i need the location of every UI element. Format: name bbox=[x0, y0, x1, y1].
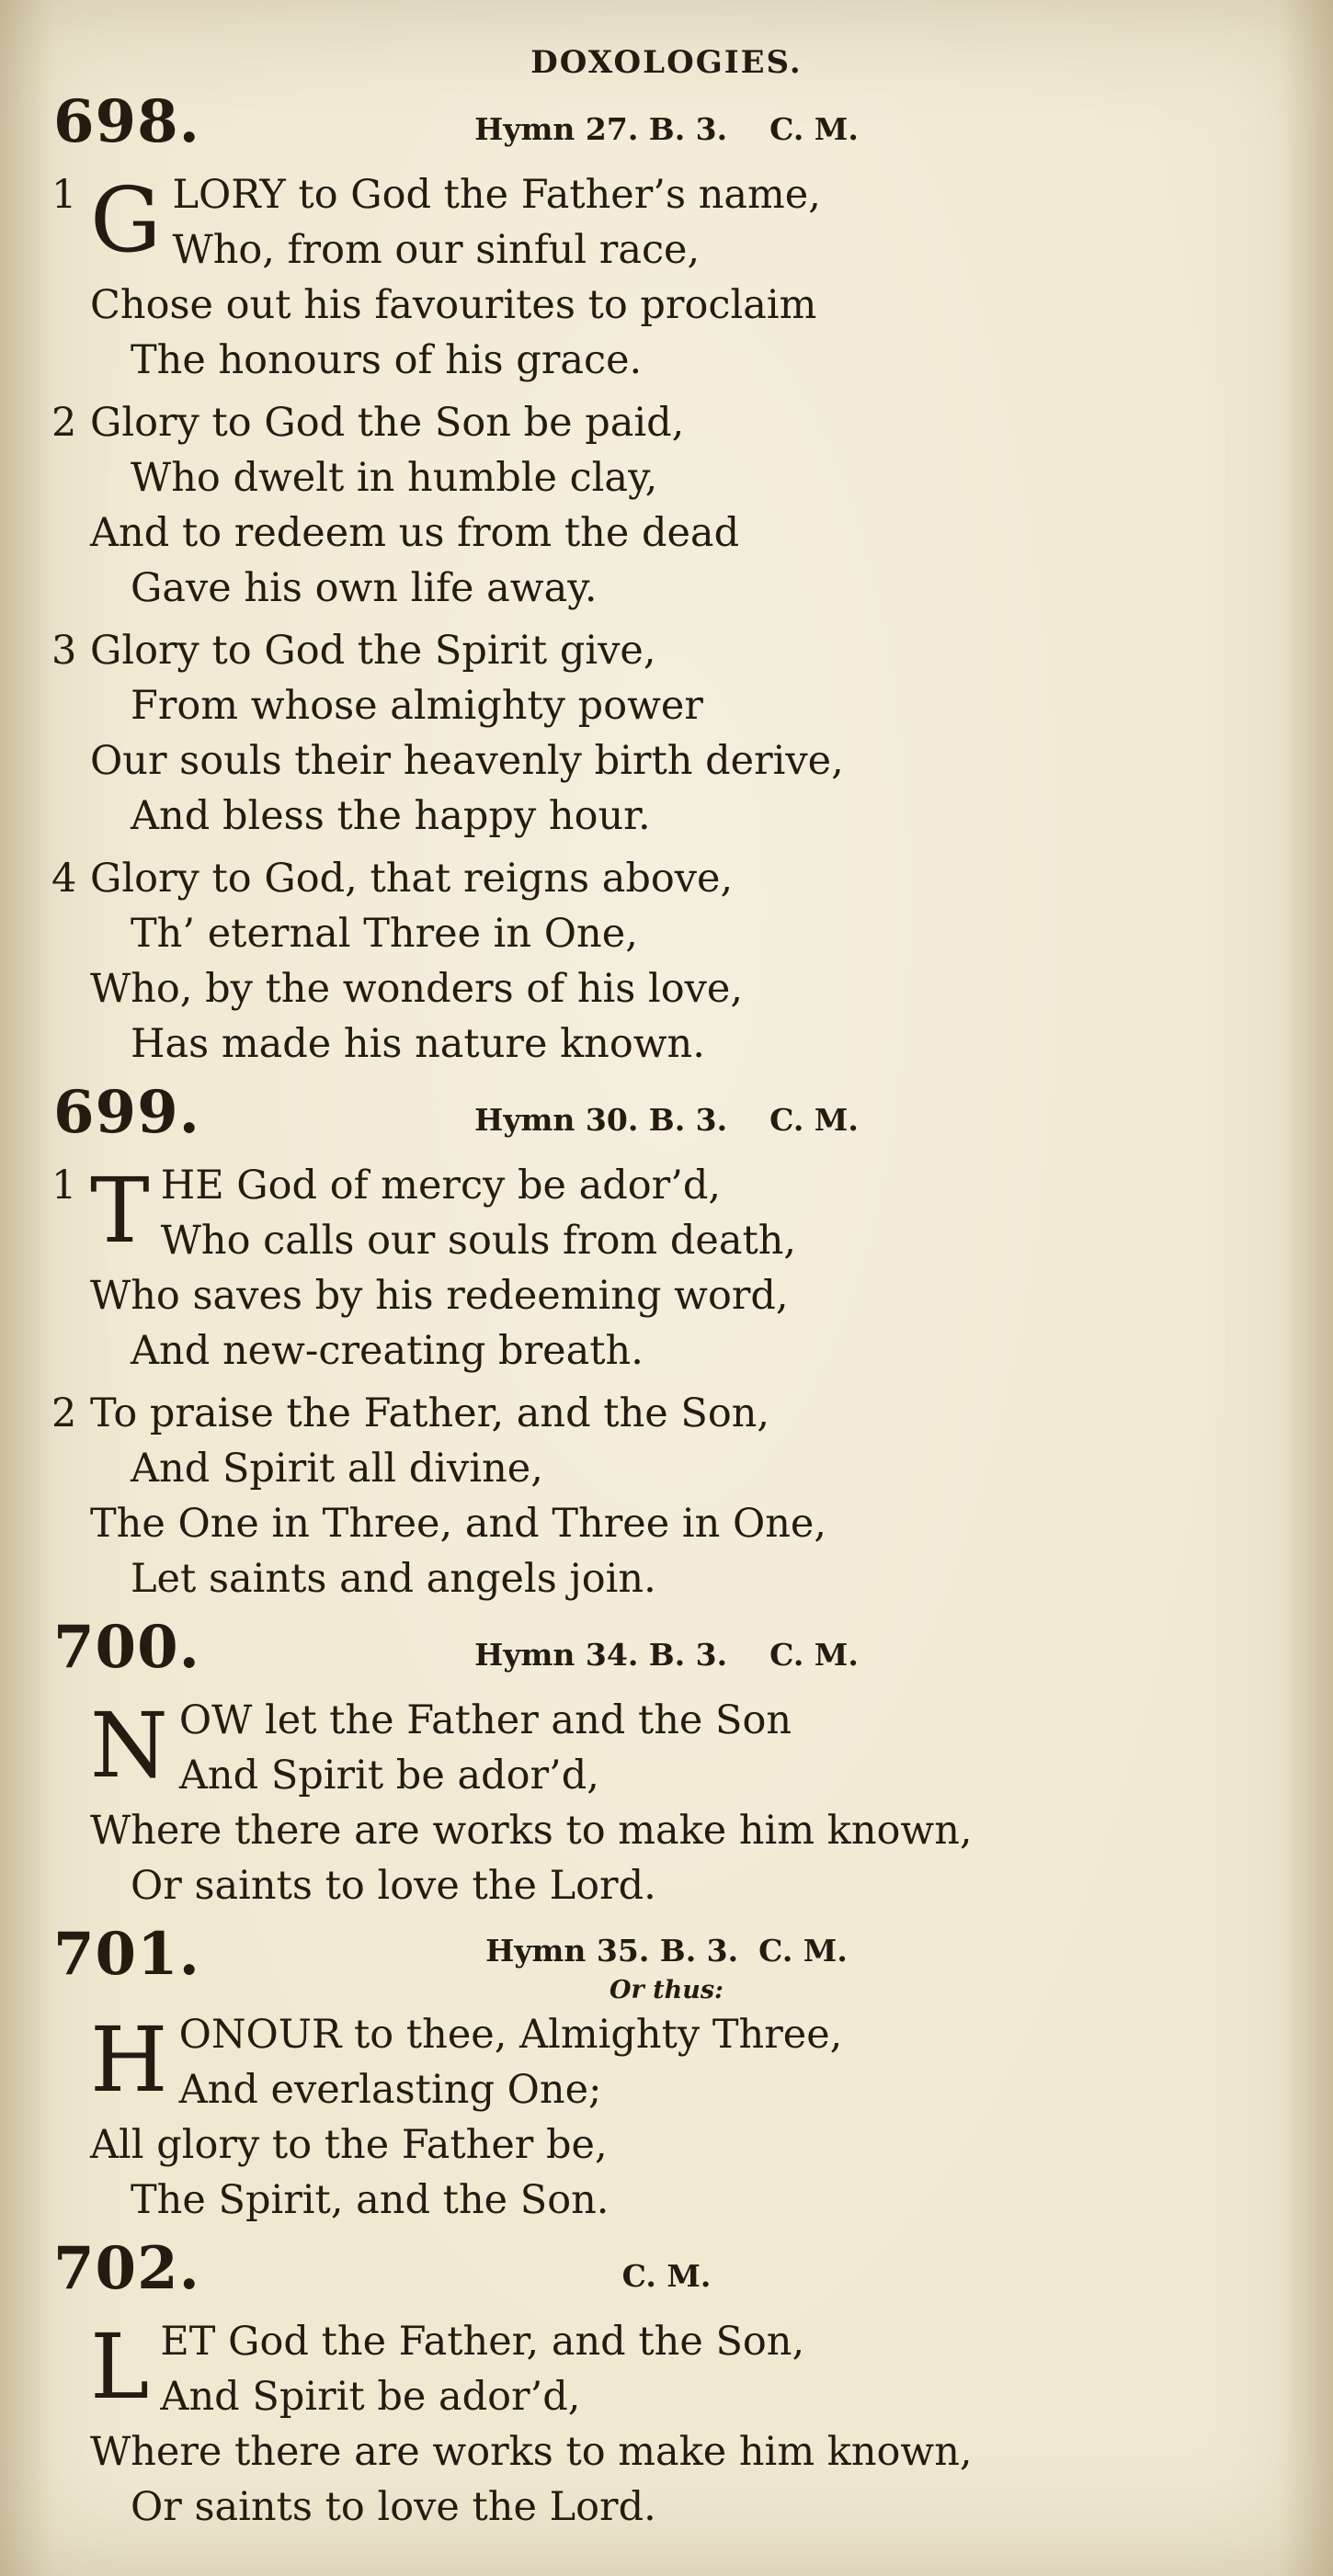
hymn-meta-row bbox=[474, 1614, 859, 1673]
stanza-list bbox=[0, 1158, 1333, 1606]
verse-line: ET God the Father, and the Son, bbox=[160, 2319, 805, 2365]
verse-line: Glory to God the Son be paid, bbox=[90, 400, 685, 446]
stanza bbox=[0, 1386, 1333, 1606]
stanza-list bbox=[0, 2314, 1333, 2535]
hymn-meter: C. M. bbox=[769, 1102, 859, 1138]
hymn-header bbox=[0, 2235, 1333, 2312]
verse-line: Chose out his favourites to proclaim bbox=[90, 282, 817, 328]
stanza-body bbox=[90, 1693, 1305, 1913]
verse-line: HE God of mercy be ador’d, bbox=[160, 1163, 722, 1209]
verse-line: LORY to God the Father’s name, bbox=[172, 172, 821, 218]
verse-line: To praise the Father, and the Son, bbox=[90, 1390, 770, 1436]
verse-number: 2 bbox=[51, 1390, 77, 1436]
verse-line: And Spirit all divine, bbox=[131, 1446, 543, 1492]
hymn-meter: C. M. bbox=[769, 111, 859, 147]
verse-line: All glory to the Father be, bbox=[90, 2122, 608, 2168]
verse-line: Who saves by his redeeming word, bbox=[90, 1273, 789, 1319]
verse-line: The Spirit, and the Son. bbox=[131, 2177, 610, 2223]
stanza-body bbox=[90, 167, 1305, 388]
hymn-header bbox=[0, 88, 1333, 165]
hymn-meter: C. M. bbox=[621, 2258, 712, 2294]
verse-line: The honours of his grace. bbox=[131, 337, 643, 383]
verse-line: And Spirit be ador’d, bbox=[178, 1753, 599, 1799]
verse-line: Or saints to love the Lord. bbox=[131, 2484, 656, 2530]
verse-line: Who, from our sinful race, bbox=[172, 227, 701, 273]
stanza-body bbox=[90, 1158, 1305, 1379]
hymn-block bbox=[0, 88, 1333, 1072]
verse-line: And new-creating breath. bbox=[131, 1328, 644, 1374]
verse-line: Where there are works to make him known, bbox=[90, 2429, 973, 2475]
hymn-number: 699. bbox=[53, 1078, 200, 1147]
stanza-list bbox=[0, 2007, 1333, 2228]
hymn-number: 702. bbox=[53, 2234, 200, 2303]
verse-line: Who, by the wonders of his love, bbox=[90, 966, 744, 1012]
hymn-meta: Hymn 35. B. 3. bbox=[485, 1933, 739, 1969]
stanza bbox=[0, 167, 1333, 388]
verse-number: 3 bbox=[51, 628, 77, 674]
verse-line: And everlasting One; bbox=[178, 2067, 602, 2113]
hymn-block bbox=[0, 1614, 1333, 1913]
verse-number: 1 bbox=[51, 1163, 77, 1209]
stanza-body bbox=[90, 623, 1305, 844]
verse-line: Gave his own life away. bbox=[131, 565, 598, 611]
verse-line: And bless the happy hour. bbox=[131, 793, 651, 839]
hymn-block bbox=[0, 1079, 1333, 1606]
stanza-list bbox=[0, 167, 1333, 1072]
verse-line: Where there are works to make him known, bbox=[90, 1808, 973, 1854]
stanza-body bbox=[90, 2007, 1305, 2228]
hymn-block bbox=[0, 1921, 1333, 2228]
verse-line: Let saints and angels join. bbox=[131, 1556, 656, 1602]
verse-line: OW let the Father and the Son bbox=[178, 1697, 792, 1743]
dropcap-letter: T bbox=[90, 1159, 150, 1263]
verse-line: Who dwelt in humble clay, bbox=[131, 455, 658, 501]
dropcap-letter: G bbox=[90, 168, 162, 272]
hymn-meter: C. M. bbox=[758, 1933, 848, 1969]
hymn-subnote: Or thus: bbox=[609, 1976, 724, 2004]
verse-line: Th’ eternal Three in One, bbox=[131, 911, 638, 957]
hymn-block bbox=[0, 2235, 1333, 2535]
hymn-header bbox=[0, 1614, 1333, 1691]
stanza bbox=[0, 623, 1333, 844]
verse-line: The One in Three, and Three in One, bbox=[90, 1501, 827, 1547]
hymn-meta: Hymn 34. B. 3. bbox=[474, 1637, 728, 1673]
stanza bbox=[0, 2314, 1333, 2535]
stanza bbox=[0, 1693, 1333, 1913]
hymn-header bbox=[0, 1921, 1333, 2005]
stanza-body bbox=[90, 1386, 1305, 1606]
dropcap-letter: H bbox=[90, 2008, 168, 2112]
verse-line: ONOUR to thee, Almighty Three, bbox=[178, 2012, 843, 2058]
dropcap-letter: L bbox=[90, 2315, 150, 2419]
hymn-header bbox=[0, 1079, 1333, 1156]
verse-line: Glory to God, that reigns above, bbox=[90, 856, 734, 902]
stanza bbox=[0, 1158, 1333, 1379]
hymn-meta-row bbox=[474, 1079, 859, 1138]
hymn-meter: C. M. bbox=[769, 1637, 859, 1673]
hymn-list bbox=[0, 88, 1333, 2535]
hymn-meta-row bbox=[485, 1924, 848, 1969]
stanza bbox=[0, 2007, 1333, 2228]
verse-number: 1 bbox=[51, 172, 77, 218]
verse-line: Or saints to love the Lord. bbox=[131, 1863, 656, 1909]
stanza bbox=[0, 851, 1333, 1072]
verse-line: And to redeem us from the dead bbox=[90, 510, 740, 556]
verse-number: 4 bbox=[51, 856, 77, 902]
hymn-meta-row bbox=[474, 88, 859, 147]
hymn-number: 701. bbox=[53, 1920, 200, 1989]
hymn-meta: Hymn 30. B. 3. bbox=[474, 1102, 728, 1138]
stanza-body bbox=[90, 395, 1305, 616]
verse-line: Who calls our souls from death, bbox=[160, 1218, 797, 1264]
verse-line: Has made his nature known. bbox=[131, 1021, 705, 1067]
hymn-number: 700. bbox=[53, 1613, 200, 1682]
stanza bbox=[0, 395, 1333, 616]
dropcap-letter: N bbox=[90, 1694, 168, 1798]
stanza-list bbox=[0, 1693, 1333, 1913]
hymn-meta: Hymn 27. B. 3. bbox=[474, 111, 728, 147]
hymn-number: 698. bbox=[53, 87, 200, 156]
stanza-body bbox=[90, 2314, 1305, 2535]
page-header: DOXOLOGIES. bbox=[530, 44, 803, 81]
verse-line: Glory to God the Spirit give, bbox=[90, 628, 656, 674]
verse-number: 2 bbox=[51, 400, 77, 446]
stanza-body bbox=[90, 851, 1305, 1072]
verse-line: And Spirit be ador’d, bbox=[160, 2374, 581, 2420]
verse-line: From whose almighty power bbox=[131, 683, 703, 729]
verse-line: Our souls their heavenly birth derive, bbox=[90, 738, 844, 784]
hymn-meta-row bbox=[622, 2235, 712, 2294]
